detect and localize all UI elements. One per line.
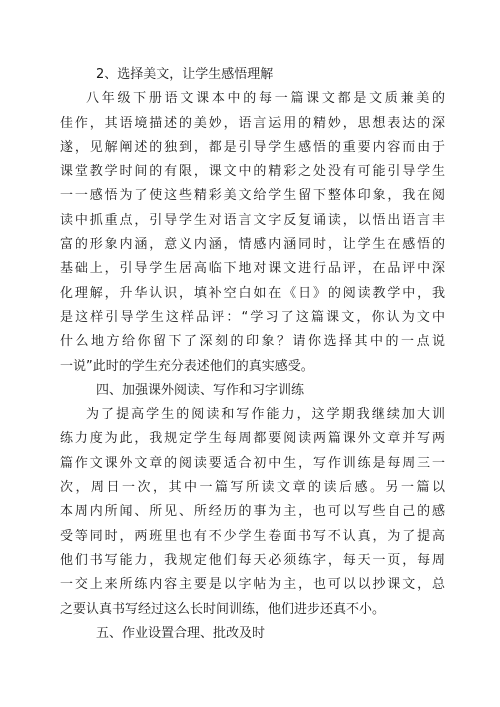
paragraph-line: 遂，见解阐述的独到，都是引导学生感悟的重要内容而由于 [60, 139, 445, 155]
paragraph-line: 为了提高学生的阅读和写作能力，这学期我继续加大训 [86, 407, 445, 423]
paragraph-line: 化理解，升华认识，填补空白如在《日》的阅读教学中，我 [60, 285, 445, 301]
section-heading-4: 四、加强课外阅读、写作和习字训练 [96, 382, 305, 398]
paragraph-line: 基础上，引导学生居高临下地对课文进行品评，在品评中深 [60, 261, 445, 277]
paragraph-line: 读中抓重点，引导学生对语言文字反复诵读，以悟出语言丰 [60, 212, 445, 228]
section-paragraph-2 [60, 87, 445, 379]
paragraph-line: 他们书写能力，我规定他们每天必须练字，每天一页，每周 [60, 552, 445, 568]
paragraph-line: 本周内所闻、所见、所经历的事为主，也可以写些自己的感 [60, 504, 445, 520]
paragraph-line: 佳作，其语境描述的美妙，语言运用的精妙，思想表达的深 [60, 115, 445, 131]
section-heading-2: 2、选择美文，让学生感悟理解 [96, 67, 274, 82]
paragraph-line: 富的形象内涵，意义内涵，情感内涵同时，让学生在感悟的 [60, 237, 445, 253]
paragraph-line: 什么地方给你留下了深刻的印象？请你选择其中的一点说 [60, 334, 445, 350]
paragraph-line: 一说”此时的学生充分表述他们的真实感受。 [60, 358, 314, 374]
paragraph-line: 八年级下册语文课本中的每一篇课文都是文质兼美的 [86, 91, 445, 107]
section-heading-5: 五、作业设置合理、批改及时 [96, 625, 266, 641]
paragraph-line: 课堂教学时间的有限，课文中的精彩之处没有可能引导学生 [60, 164, 445, 180]
paragraph-line: 之要认真书写经过这么长时间训练，他们进步还真不小。 [60, 601, 386, 617]
section-paragraph-4 [60, 403, 445, 622]
paragraph-line: 是这样引导学生这样品评：“学习了这篇课文，你认为文中 [60, 309, 445, 325]
paragraph-line: 练力度为此，我规定学生每周都要阅读两篇课外文章并写两 [60, 431, 445, 447]
paragraph-line: 一一感悟为了使这些精彩美文给学生留下整体印象，我在阅 [60, 188, 445, 204]
paragraph-line: 次，周日一次，其中一篇写所读文章的读后感。另一篇以 [60, 480, 445, 496]
paragraph-line: 受等同时，两班里也有不少学生卷面书写不认真，为了提高 [60, 528, 445, 544]
paragraph-line: 一交上来所练内容主要是以字帖为主，也可以以抄课文，总 [60, 577, 445, 593]
document-body [60, 63, 445, 646]
paragraph-line: 篇作文课外文章的阅读要适合初中生，写作训练是每周三一 [60, 455, 445, 471]
